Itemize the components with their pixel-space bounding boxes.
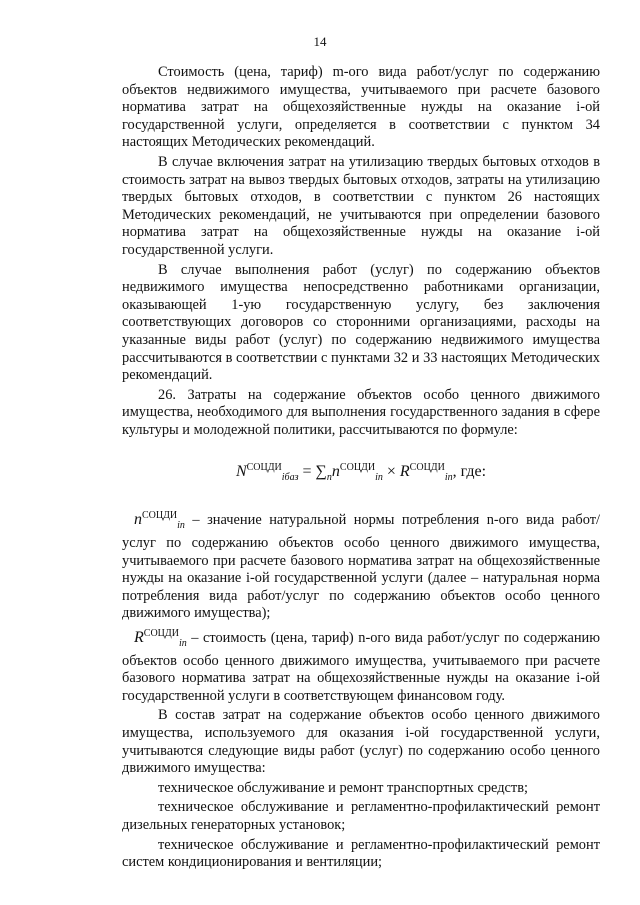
- paragraph-waste-utilization: В случае включения затрат на утилизацию твердых бытовых отходов в стоимость затрат на вывоз твердых бытовых отходов, затраты на утилизацию твердых бытовых отходов, в соответствии с пунктом 26 настоящих Методических рекомендаций, не учитываются при определении базового норматива затрат на общехозяйственные нужды на оказание i-ой государственной услуги.: [122, 153, 600, 258]
- formula: [122, 457, 600, 489]
- list-item: техническое обслуживание и регламентно-профилактический ремонт систем кондиционирования и вентиляции;: [122, 836, 600, 871]
- formula-r: R: [399, 463, 410, 481]
- formula-lhs: N: [235, 463, 247, 481]
- def-n-symbol: n: [134, 511, 142, 529]
- def-r-text: – стоимость (цена, тариф) n-ого вида работ/услуг по содержанию объектов особо ценного движимого имущества, учитываемого при расчете базового норматива затрат на общехозяйственные нужды на оказание i-ой государственной услуги в соответствующем финансовом году.: [122, 630, 600, 704]
- formula-times: ×: [382, 463, 400, 481]
- paragraph-cost-m: Стоимость (цена, тариф) m-ого вида работ/услуг по содержанию объектов недвижимого имущества, учитываемого при расчете базового норматива затрат на общехозяйственные нужды на оказание i-ой государственной услуги, определяется в соответствии с пунктом 34 настоящих Методических рекомендаций.: [122, 64, 600, 151]
- formula-tail: , где:: [452, 463, 487, 481]
- formula-sum-sub: n: [326, 472, 332, 484]
- paragraph-own-staff: В случае выполнения работ (услуг) по содержанию объектов недвижимого имущества непосредственно работниками организации, оказывающей 1-ую государственную услугу, без заключения соответствующих договоров со сторонними организациями, расходы на указанные виды работ (услуг) по содержанию недвижимого имущества рассчитываются в соответствии с пунктами 32 и 33 настоящих Методических рекомендаций.: [122, 261, 600, 384]
- page-number: 14: [313, 34, 327, 49]
- formula-n-sup: СОЦДИ: [339, 462, 376, 474]
- formula-lhs-sub: iбаз: [281, 472, 299, 484]
- def-r-symbol: R: [134, 629, 144, 647]
- def-n-text: – значение натуральной нормы потребления n-ого вида работ/услуг по содержанию объектов особо ценного движимого имущества, учитываемого при расчете базового норматива затрат на общехозяйственные нужды на оказание i-ой государственной услуги (далее – натуральная норма потребления вида работ/услуг по содержанию объектов особо ценного движимого имущества);: [122, 512, 600, 622]
- formula-sum: ∑: [315, 463, 327, 481]
- formula-n: n: [331, 463, 340, 481]
- paragraph-composition: В состав затрат на содержание объектов особо ценного движимого имущества, используемого для оказания i-ой государственной услуги, учитываются следующие виды работ (услуг) по содержанию особо ценного движимого имущества:: [122, 707, 600, 777]
- document-body: [122, 64, 600, 874]
- def-r-sub: in: [178, 638, 187, 650]
- formula-n-sub: in: [375, 472, 383, 484]
- paragraph-item-26: 26. Затраты на содержание объектов особо ценного движимого имущества, необходимого для выполнения государственного задания в сфере культуры и молодежной политики, рассчитываются по формуле:: [122, 386, 600, 438]
- formula-equals: =: [298, 463, 316, 481]
- def-r-sup: СОЦДИ: [143, 628, 179, 640]
- definition-r: [122, 625, 600, 705]
- list-item: техническое обслуживание и ремонт транспортных средств;: [158, 779, 529, 796]
- formula-lhs-sup: СОЦДИ: [246, 462, 282, 474]
- def-n-sup: СОЦДИ: [142, 510, 178, 522]
- formula-r-sup: СОЦДИ: [409, 462, 445, 474]
- definition-n: [122, 507, 600, 623]
- formula-r-sub: in: [444, 472, 453, 484]
- def-n-sub: in: [177, 520, 185, 532]
- list-item: техническое обслуживание и регламентно-профилактический ремонт дизельных генераторных установок;: [122, 799, 600, 833]
